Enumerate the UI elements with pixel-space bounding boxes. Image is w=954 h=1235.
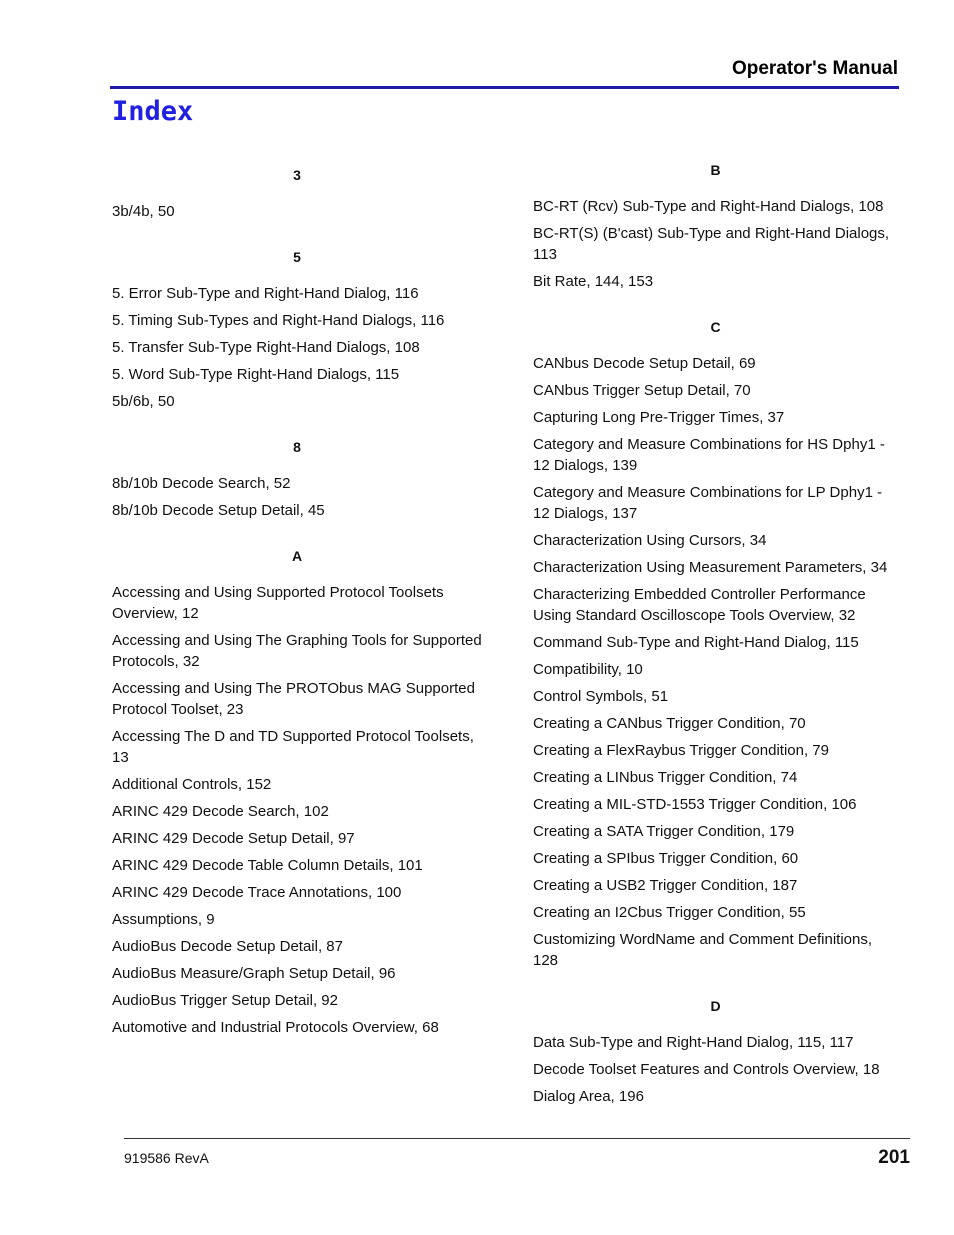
index-entry: Category and Measure Combinations for LP Dphy1 - 12 Dialogs, 137	[533, 484, 883, 522]
index-entry: 5. Word Sub-Type Right-Hand Dialogs, 115	[112, 366, 400, 383]
index-entry: 8b/10b Decode Search, 52	[112, 475, 291, 492]
index-entry: Decode Toolset Features and Controls Overview, 18	[533, 1061, 880, 1078]
index-entry: Control Symbols, 51	[533, 688, 669, 705]
footer-doc-id: 919586 RevA	[124, 1150, 209, 1166]
index-entry: Creating a SPIbus Trigger Condition, 60	[533, 850, 799, 867]
index-entry: ARINC 429 Decode Setup Detail, 97	[112, 830, 355, 847]
section-letter: 3	[293, 167, 301, 183]
index-entry: Accessing and Using The Graphing Tools for Supported Protocols, 32	[112, 632, 482, 670]
index-entry: Customizing WordName and Comment Definitions, 128	[533, 931, 873, 969]
index-entry: Accessing and Using Supported Protocol Toolsets Overview, 12	[112, 584, 444, 622]
index-entry: Creating a FlexRaybus Trigger Condition, 79	[533, 742, 829, 759]
index-entry: Creating an I2Cbus Trigger Condition, 55	[533, 904, 806, 921]
index-entry: Creating a CANbus Trigger Condition, 70	[533, 715, 806, 732]
index-entry: Dialog Area, 196	[533, 1088, 644, 1105]
index-entry: 5. Error Sub-Type and Right-Hand Dialog, 116	[112, 285, 419, 302]
index-entry: Automotive and Industrial Protocols Overview, 68	[112, 1019, 439, 1036]
index-entry: Creating a MIL-STD-1553 Trigger Condition, 106	[533, 796, 857, 813]
footer-page-number: 201	[878, 1147, 910, 1168]
index-entry: Characterizing Embedded Controller Performance Using Standard Oscilloscope Tools Overview, 32	[533, 586, 866, 624]
section-letter: D	[710, 998, 721, 1014]
left-index-column	[112, 160, 482, 1044]
index-entry: Characterization Using Cursors, 34	[533, 532, 767, 549]
section-letter: C	[710, 319, 721, 335]
index-section	[112, 165, 482, 222]
index-entry: Creating a SATA Trigger Condition, 179	[533, 823, 795, 840]
index-entry: AudioBus Measure/Graph Setup Detail, 96	[112, 965, 396, 982]
index-entry: Additional Controls, 152	[112, 776, 272, 793]
index-section	[533, 996, 898, 1107]
index-entry: Bit Rate, 144, 153	[533, 273, 654, 290]
index-section	[112, 546, 482, 1038]
index-entry: CANbus Decode Setup Detail, 69	[533, 355, 756, 372]
section-letter: 5	[293, 249, 301, 265]
header-divider	[110, 86, 899, 89]
index-entry: Command Sub-Type and Right-Hand Dialog, 115	[533, 634, 859, 651]
index-entry: Data Sub-Type and Right-Hand Dialog, 115, 117	[533, 1034, 854, 1051]
index-entry: 5. Transfer Sub-Type Right-Hand Dialogs, 108	[112, 339, 420, 356]
right-index-column	[533, 160, 898, 1113]
section-letter: B	[710, 162, 721, 178]
index-entry: AudioBus Decode Setup Detail, 87	[112, 938, 343, 955]
index-entry: 5. Timing Sub-Types and Right-Hand Dialogs, 116	[112, 312, 445, 329]
index-entry: Creating a LINbus Trigger Condition, 74	[533, 769, 798, 786]
index-entry: CANbus Trigger Setup Detail, 70	[533, 382, 751, 399]
index-entry: Assumptions, 9	[112, 911, 215, 928]
section-letter: 8	[293, 439, 301, 455]
index-entry: Accessing The D and TD Supported Protocol Toolsets, 13	[112, 728, 474, 766]
index-entry: ARINC 429 Decode Search, 102	[112, 803, 329, 820]
index-entry: ARINC 429 Decode Table Column Details, 101	[112, 857, 423, 874]
section-letter: A	[291, 548, 303, 564]
index-entry: 5b/6b, 50	[112, 393, 175, 410]
index-entry: Characterization Using Measurement Parameters, 34	[533, 559, 888, 576]
index-section	[112, 437, 482, 521]
index-entry: Creating a USB2 Trigger Condition, 187	[533, 877, 798, 894]
header-title: Operator's Manual	[731, 58, 898, 79]
index-entry: AudioBus Trigger Setup Detail, 92	[112, 992, 338, 1009]
index-entry: Compatibility, 10	[533, 661, 643, 678]
index-entry: BC-RT(S) (B'cast) Sub-Type and Right-Hand Dialogs, 113	[533, 225, 890, 263]
index-section	[533, 317, 898, 971]
index-entry: 3b/4b, 50	[112, 203, 175, 220]
index-entry: Category and Measure Combinations for HS Dphy1 - 12 Dialogs, 139	[533, 436, 885, 474]
index-entry: 8b/10b Decode Setup Detail, 45	[112, 502, 325, 519]
index-entry: ARINC 429 Decode Trace Annotations, 100	[112, 884, 402, 901]
page-title: Index	[112, 96, 194, 127]
index-entry: BC-RT (Rcv) Sub-Type and Right-Hand Dialogs, 108	[533, 198, 884, 215]
index-section	[112, 247, 482, 412]
footer-divider	[124, 1138, 910, 1139]
index-entry: Capturing Long Pre-Trigger Times, 37	[533, 409, 785, 426]
index-section	[533, 160, 898, 292]
index-entry: Accessing and Using The PROTObus MAG Supported Protocol Toolset, 23	[112, 680, 475, 718]
